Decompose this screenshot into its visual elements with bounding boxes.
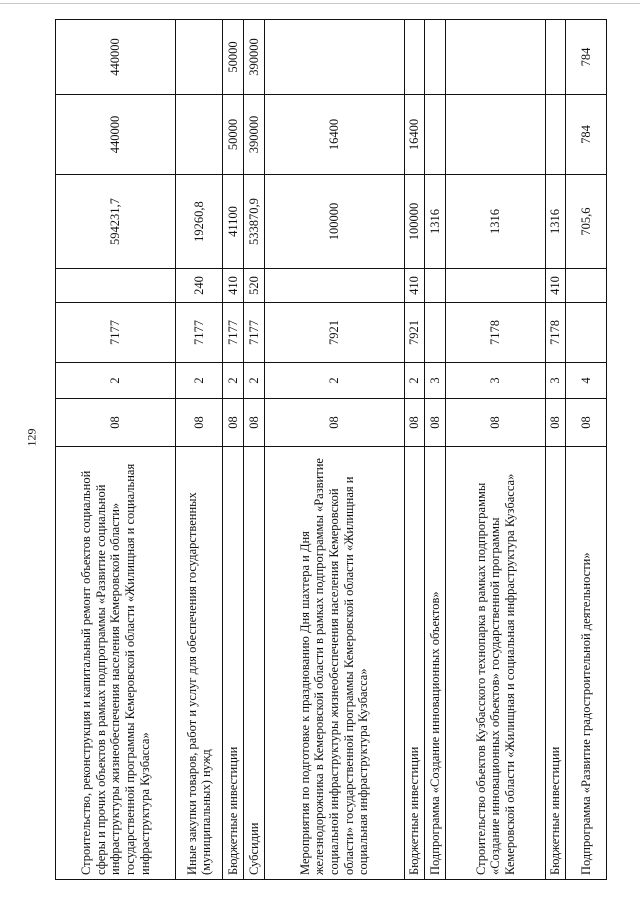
- row-label: Строительство, реконструкция и капитальный ремонт объектов социальной сферы и прочих объектов в рамках подпрограммы «Развитие социальной инфраструктуры жизнеобеспечения населения Кемеровской области» государственной программы Кемеровской области «Жилищная и социальная инфраструктура Кузбасса»: [56, 447, 176, 880]
- subsection-code: 4: [566, 363, 607, 399]
- budget-table: [55, 19, 607, 880]
- amount-2021: [545, 20, 566, 95]
- rotated-table-wrapper: [55, 20, 607, 880]
- row-label: Строительство объектов Кузбасского технопарка в рамках подпрограммы «Создание инновационных объектов» государственной программы Кемеровской области «Жилищная и социальная инфраструктура Кузбасса»: [446, 447, 545, 880]
- target-code: 7921: [264, 303, 404, 363]
- amount-2020: [545, 95, 566, 175]
- section-code: 08: [425, 399, 446, 447]
- subsection-code: 2: [176, 363, 223, 399]
- target-code: 7921: [404, 303, 425, 363]
- table-row: [404, 20, 425, 880]
- expense-type: [264, 269, 404, 303]
- amount-2019: 1316: [545, 175, 566, 269]
- amount-2019: 533870,9: [244, 175, 265, 269]
- subsection-code: 2: [244, 363, 265, 399]
- row-label: Подпрограмма «Развитие градостроительной деятельности»: [566, 447, 607, 880]
- target-code: [425, 303, 446, 363]
- target-code: 7177: [223, 303, 244, 363]
- expense-type: 240: [176, 269, 223, 303]
- amount-2020: 784: [566, 95, 607, 175]
- row-label: Подпрограмма «Создание инновационных объектов»: [425, 447, 446, 880]
- subsection-code: 3: [446, 363, 545, 399]
- expense-type: 520: [244, 269, 265, 303]
- target-code: 7177: [56, 303, 176, 363]
- section-code: 08: [566, 399, 607, 447]
- row-label: Бюджетные инвестиции: [404, 447, 425, 880]
- amount-2019: 705,6: [566, 175, 607, 269]
- expense-type: [566, 269, 607, 303]
- page-number: 129: [24, 428, 39, 447]
- amount-2021: [446, 20, 545, 95]
- target-code: 7178: [446, 303, 545, 363]
- subsection-code: 2: [404, 363, 425, 399]
- table-row: [264, 20, 404, 880]
- section-code: 08: [446, 399, 545, 447]
- expense-type: [446, 269, 545, 303]
- amount-2020: 16400: [404, 95, 425, 175]
- subsection-code: 3: [425, 363, 446, 399]
- target-code: 7178: [545, 303, 566, 363]
- row-label: Иные закупки товаров, работ и услуг для обеспечения государственных (муниципальных) нужд: [176, 447, 223, 880]
- amount-2021: [425, 20, 446, 95]
- row-label: Бюджетные инвестиции: [545, 447, 566, 880]
- table-row: [446, 20, 545, 880]
- target-code: 7177: [176, 303, 223, 363]
- amount-2021: [404, 20, 425, 95]
- amount-2019: 41100: [223, 175, 244, 269]
- section-code: 08: [223, 399, 244, 447]
- expense-type: 410: [223, 269, 244, 303]
- amount-2019: 1316: [425, 175, 446, 269]
- amount-2019: 100000: [404, 175, 425, 269]
- top-rule: [0, 3, 640, 4]
- amount-2019: 19260,8: [176, 175, 223, 269]
- section-code: 08: [264, 399, 404, 447]
- subsection-code: 2: [56, 363, 176, 399]
- amount-2021: 390000: [244, 20, 265, 95]
- expense-type: 410: [404, 269, 425, 303]
- table-row: [545, 20, 566, 880]
- expense-type: 410: [545, 269, 566, 303]
- expense-type: [56, 269, 176, 303]
- section-code: 08: [244, 399, 265, 447]
- section-code: 08: [545, 399, 566, 447]
- amount-2019: 1316: [446, 175, 545, 269]
- amount-2020: 440000: [56, 95, 176, 175]
- expense-type: [425, 269, 446, 303]
- subsection-code: 2: [223, 363, 244, 399]
- table-row: [223, 20, 244, 880]
- amount-2021: 784: [566, 20, 607, 95]
- subsection-code: 2: [264, 363, 404, 399]
- subsection-code: 3: [545, 363, 566, 399]
- amount-2020: 390000: [244, 95, 265, 175]
- target-code: 7177: [244, 303, 265, 363]
- section-code: 08: [404, 399, 425, 447]
- amount-2020: 50000: [223, 95, 244, 175]
- amount-2021: 50000: [223, 20, 244, 95]
- table-row: [425, 20, 446, 880]
- table-row: [56, 20, 176, 880]
- section-code: 08: [176, 399, 223, 447]
- amount-2019: 100000: [264, 175, 404, 269]
- amount-2019: 594231,7: [56, 175, 176, 269]
- amount-2020: [425, 95, 446, 175]
- amount-2020: [176, 95, 223, 175]
- table-row: [176, 20, 223, 880]
- amount-2021: [264, 20, 404, 95]
- amount-2020: [446, 95, 545, 175]
- amount-2021: 440000: [56, 20, 176, 95]
- section-code: 08: [56, 399, 176, 447]
- table-row: [566, 20, 607, 880]
- row-label: Бюджетные инвестиции: [223, 447, 244, 880]
- amount-2020: 16400: [264, 95, 404, 175]
- row-label: Мероприятия по подготовке к празднованию Дня шахтера и Дня железнодорожника в Кемеровской области в рамках подпрограммы «Развитие социальной инфраструктуры жизнеобеспечения населения Кемеровской области» государственной программы Кемеровской области «Жилищная и социальная инфраструктура Кузбасса»: [264, 447, 404, 880]
- table-row: [244, 20, 265, 880]
- row-label: Субсидии: [244, 447, 265, 880]
- amount-2021: [176, 20, 223, 95]
- target-code: [566, 303, 607, 363]
